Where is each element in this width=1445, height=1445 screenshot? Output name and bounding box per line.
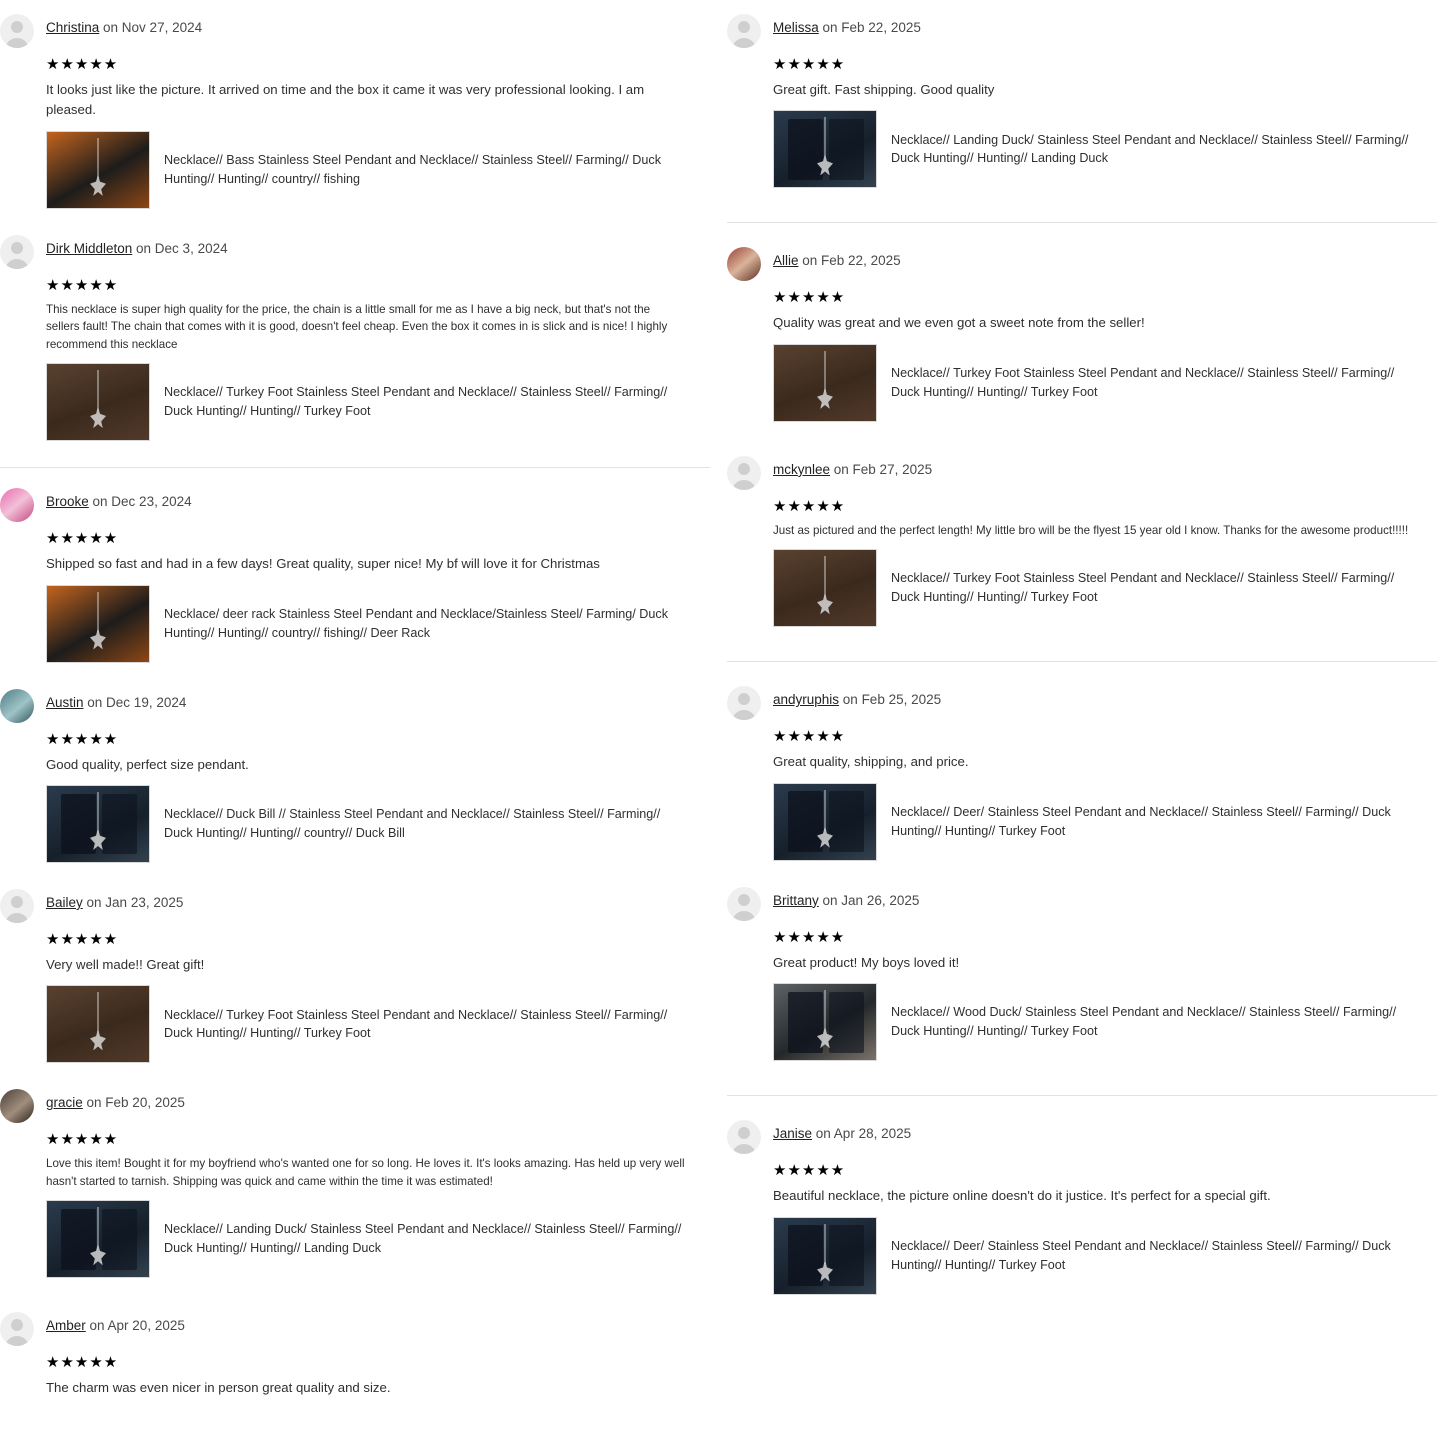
review-body xyxy=(46,732,710,863)
necklace-chain xyxy=(98,1207,99,1247)
review-meta xyxy=(773,887,919,909)
necklace-pendant xyxy=(817,592,833,614)
product-title-link[interactable]: Necklace// Turkey Foot Stainless Steel Pendant and Necklace// Stainless Steel// Farming// Duck Hunting// Hunting// Turkey Foot xyxy=(164,385,668,419)
review-meta xyxy=(46,1312,185,1334)
review-text: Very well made!! Great gift! xyxy=(46,956,205,972)
reviewer-name-link[interactable]: Dirk Middleton xyxy=(46,240,133,256)
user-avatar-icon xyxy=(738,463,750,475)
review-text: Good quality, perfect size pendant. xyxy=(46,756,249,772)
review-meta xyxy=(46,235,228,257)
necklace-pendant xyxy=(90,406,106,428)
avatar xyxy=(727,887,761,921)
review-photo[interactable] xyxy=(46,131,150,209)
review-date: on Feb 20, 2025 xyxy=(82,1095,185,1111)
product-title-link[interactable]: Necklace// Wood Duck/ Stainless Steel Pendant and Necklace// Stainless Steel// Farming// Duck Hunting// Hunting// Turkey Foot xyxy=(891,1005,1397,1039)
photo-card-right xyxy=(102,1209,137,1270)
review-photo[interactable] xyxy=(46,585,150,663)
necklace-chain xyxy=(98,138,99,178)
review-date: on Jan 23, 2025 xyxy=(82,894,184,910)
rating-stars: ★★★★★ xyxy=(46,1131,119,1149)
review-text: Just as pictured and the perfect length! My little bro will be the flyest 15 year old I know. Thanks for the awesome product!!!!! xyxy=(773,523,1409,537)
reviewed-product[interactable] xyxy=(773,549,1437,627)
rating-stars: ★★★★★ xyxy=(46,530,119,548)
user-avatar-icon xyxy=(738,693,750,705)
review-photo[interactable] xyxy=(46,785,150,863)
review-meta xyxy=(46,689,186,711)
product-title-link[interactable]: Necklace// Deer/ Stainless Steel Pendant and Necklace// Stainless Steel// Farming// Duck Hunting// Hunting// Turkey Foot xyxy=(891,804,1391,838)
product-title-link[interactable]: Necklace// Landing Duck/ Stainless Steel Pendant and Necklace// Stainless Steel// Farming// Duck Hunting// Hunting// Landing Duck xyxy=(164,1222,682,1256)
review-item xyxy=(0,235,710,441)
rating-stars: ★★★★★ xyxy=(46,930,119,948)
photo-card-left xyxy=(788,1225,823,1286)
product-title-link[interactable]: Necklace// Turkey Foot Stainless Steel Pendant and Necklace// Stainless Steel// Farming// Duck Hunting// Hunting// Turkey Foot xyxy=(164,1007,668,1041)
rating-stars: ★★★★★ xyxy=(46,1354,119,1372)
avatar xyxy=(727,1120,761,1154)
user-avatar-icon-body xyxy=(732,480,756,490)
review-date: on Apr 28, 2025 xyxy=(812,1126,912,1142)
review-photo[interactable] xyxy=(46,1200,150,1278)
review-body xyxy=(46,1355,710,1398)
review-text: The charm was even nicer in person great quality and size. xyxy=(46,1380,391,1396)
reviewer-name-link[interactable]: mckynlee xyxy=(773,461,831,477)
review-body xyxy=(46,531,710,662)
reviewer-name-link[interactable]: Brooke xyxy=(46,494,89,510)
review-date: on Dec 23, 2024 xyxy=(88,494,192,510)
review-photo[interactable] xyxy=(46,363,150,441)
review-item xyxy=(0,1089,710,1278)
review-item xyxy=(727,14,1437,188)
reviewer-name-link[interactable]: Allie xyxy=(773,253,799,269)
reviewer-name-link[interactable]: Bailey xyxy=(46,894,83,910)
review-header xyxy=(727,1120,1437,1154)
reviewer-name-link[interactable]: Amber xyxy=(46,1318,86,1334)
avatar xyxy=(0,889,34,923)
review-text: Great product! My boys loved it! xyxy=(773,954,960,970)
reviewed-product[interactable] xyxy=(773,1217,1437,1295)
photo-card-left xyxy=(61,1209,96,1270)
necklace-chain xyxy=(98,370,99,410)
rating-stars: ★★★★★ xyxy=(773,928,846,946)
avatar xyxy=(727,14,761,48)
product-title-link[interactable]: Necklace// Deer/ Stainless Steel Pendant and Necklace// Stainless Steel// Farming// Duck Hunting// Hunting// Turkey Foot xyxy=(891,1238,1391,1272)
user-avatar-icon-body xyxy=(732,38,756,48)
review-body xyxy=(46,57,710,209)
photo-card-left xyxy=(61,794,96,855)
user-avatar-icon-body xyxy=(5,259,29,269)
review-photo[interactable] xyxy=(773,983,877,1061)
necklace-pendant xyxy=(90,628,106,650)
review-body xyxy=(773,1163,1437,1294)
user-avatar-icon xyxy=(11,1319,23,1331)
review-date: on Feb 27, 2025 xyxy=(830,461,933,477)
avatar xyxy=(727,247,761,281)
review-header xyxy=(727,14,1437,48)
rating-stars: ★★★★★ xyxy=(773,56,846,73)
reviews-column-left xyxy=(0,0,710,1423)
photo-card-right xyxy=(829,791,864,852)
user-avatar-icon xyxy=(738,894,750,906)
review-header xyxy=(727,686,1437,720)
review-meta xyxy=(46,889,183,911)
reviewed-product[interactable] xyxy=(773,344,1437,422)
review-meta xyxy=(773,247,901,269)
review-meta xyxy=(773,686,941,708)
review-header xyxy=(727,456,1437,490)
avatar xyxy=(0,689,34,723)
review-date: on Feb 22, 2025 xyxy=(818,20,921,35)
reviewer-name-link[interactable]: andyruphis xyxy=(773,692,840,708)
review-meta xyxy=(773,1120,911,1142)
review-date: on Dec 19, 2024 xyxy=(83,694,187,710)
necklace-pendant xyxy=(90,174,106,196)
review-body xyxy=(46,932,710,1063)
rating-stars: ★★★★★ xyxy=(46,730,119,748)
user-avatar-icon-body xyxy=(732,710,756,720)
review-body xyxy=(46,278,710,441)
necklace-chain xyxy=(825,790,826,830)
review-text: Great gift. Fast shipping. Good quality xyxy=(773,82,995,97)
review-item xyxy=(0,14,710,209)
review-header xyxy=(0,1089,710,1123)
photo-card-right xyxy=(102,794,137,855)
review-item xyxy=(727,222,1437,421)
reviewed-product[interactable] xyxy=(46,585,710,663)
review-date: on Feb 25, 2025 xyxy=(839,692,942,708)
review-date: on Nov 27, 2024 xyxy=(99,20,203,35)
product-title-link[interactable]: Necklace// Duck Bill // Stainless Steel Pendant and Necklace// Stainless Steel// Farming// Duck Hunting// Hunting// country// Duck Bill xyxy=(164,807,661,840)
user-avatar-icon xyxy=(11,21,23,33)
product-title-link[interactable]: Necklace/ deer rack Stainless Steel Pendant and Necklace/Stainless Steel/ Farming/ Duck Hunting// Hunting// country// fishing// Deer Rack xyxy=(164,606,668,640)
reviewer-name-link[interactable]: Christina xyxy=(46,20,100,35)
review-header xyxy=(0,889,710,923)
product-title-link[interactable]: Necklace// Turkey Foot Stainless Steel Pendant and Necklace// Stainless Steel// Farming// Duck Hunting// Hunting// Turkey Foot xyxy=(891,366,1395,399)
rating-stars: ★★★★★ xyxy=(773,497,846,515)
photo-card-left xyxy=(788,119,823,180)
photo-card-left xyxy=(788,992,823,1053)
review-date: on Dec 3, 2024 xyxy=(132,240,228,256)
review-text: It looks just like the picture. It arrived on time and the box it came it was very professional looking. I am pleased. xyxy=(46,82,645,118)
necklace-pendant xyxy=(90,1028,106,1050)
avatar xyxy=(727,456,761,490)
review-item xyxy=(727,1095,1437,1294)
review-meta xyxy=(46,14,202,36)
review-date: on Jan 26, 2025 xyxy=(818,892,920,908)
review-photo[interactable] xyxy=(46,985,150,1063)
review-text: Love this item! Bought it for my boyfriend who's wanted one for so long. He loves it. It's looks amazing. Has held up very well hasn't started to tarnish. Shipping was quick and came within the time it was estimated! xyxy=(46,1157,685,1188)
necklace-chain xyxy=(825,117,826,157)
review-header xyxy=(727,887,1437,921)
review-body xyxy=(46,1132,710,1278)
product-title-link[interactable]: Necklace// Landing Duck/ Stainless Steel Pendant and Necklace// Stainless Steel// Farming// Duck Hunting// Hunting// Landing Duck xyxy=(891,132,1409,166)
user-avatar-icon xyxy=(11,896,23,908)
photo-card-right xyxy=(829,1225,864,1286)
necklace-pendant xyxy=(817,387,833,409)
review-item xyxy=(727,456,1437,627)
user-avatar-icon-body xyxy=(732,911,756,921)
avatar xyxy=(727,686,761,720)
necklace-chain xyxy=(98,992,99,1032)
reviewed-product[interactable] xyxy=(46,985,710,1063)
rating-stars: ★★★★★ xyxy=(46,276,119,294)
necklace-chain xyxy=(825,990,826,1030)
review-header xyxy=(0,235,710,269)
reviewed-product[interactable] xyxy=(46,785,710,863)
review-body xyxy=(773,729,1437,860)
photo-card-right xyxy=(829,119,864,180)
photo-card-right xyxy=(829,992,864,1053)
review-text: Quality was great and we even got a sweet note from the seller! xyxy=(773,315,1145,331)
review-item xyxy=(0,1312,710,1398)
user-avatar-icon-body xyxy=(5,1336,29,1346)
review-photo[interactable] xyxy=(773,783,877,861)
review-photo[interactable] xyxy=(773,549,877,627)
avatar xyxy=(0,1312,34,1346)
review-item xyxy=(727,887,1437,1061)
reviewed-product[interactable] xyxy=(773,110,1437,188)
review-body xyxy=(773,499,1437,627)
reviewer-name-link[interactable]: Janise xyxy=(773,1126,813,1142)
reviewed-product[interactable] xyxy=(773,983,1437,1061)
user-avatar-icon-body xyxy=(5,38,29,48)
reviews-column-right xyxy=(727,0,1437,1319)
rating-stars: ★★★★★ xyxy=(773,728,846,746)
review-item xyxy=(0,467,710,662)
review-text: Shipped so fast and had in a few days! Great quality, super nice! My bf will love it for Christmas xyxy=(46,556,600,572)
review-photo[interactable] xyxy=(773,344,877,422)
review-item xyxy=(727,661,1437,860)
necklace-chain xyxy=(825,351,826,391)
review-header xyxy=(0,1312,710,1346)
review-body xyxy=(773,930,1437,1061)
reviewed-product[interactable] xyxy=(46,1200,710,1278)
review-item xyxy=(0,689,710,863)
necklace-chain xyxy=(825,556,826,596)
avatar xyxy=(0,1089,34,1123)
rating-stars: ★★★★★ xyxy=(46,56,119,73)
user-avatar-icon xyxy=(738,1127,750,1139)
review-text: Great quality, shipping, and price. xyxy=(773,754,969,770)
user-avatar-icon-body xyxy=(732,1144,756,1154)
review-header xyxy=(0,689,710,723)
reviewer-name-link[interactable]: Melissa xyxy=(773,20,819,35)
necklace-chain xyxy=(825,1224,826,1264)
reviewer-name-link[interactable]: gracie xyxy=(46,1095,83,1111)
review-meta xyxy=(46,488,192,510)
user-avatar-icon-body xyxy=(5,913,29,923)
rating-stars: ★★★★★ xyxy=(773,1162,846,1180)
photo-card-left xyxy=(788,791,823,852)
avatar xyxy=(0,488,34,522)
review-text: Beautiful necklace, the picture online doesn't do it justice. It's perfect for a special gift. xyxy=(773,1188,1271,1204)
avatar xyxy=(0,14,34,48)
review-meta xyxy=(773,14,921,36)
review-header xyxy=(0,488,710,522)
avatar xyxy=(0,235,34,269)
review-body xyxy=(773,290,1437,421)
review-header xyxy=(727,247,1437,281)
reviewed-product[interactable] xyxy=(773,783,1437,861)
review-meta xyxy=(773,456,932,478)
review-header xyxy=(0,14,710,48)
review-photo[interactable] xyxy=(773,1217,877,1295)
review-date: on Apr 20, 2025 xyxy=(85,1318,185,1334)
review-text: This necklace is super high quality for the price, the chain is a little small for me as I have a big neck, but that's not the sellers fault! The chain that comes with it is good, doesn't feel cheap. Even the box it comes in is slick and is nice! I highly recommend this necklace xyxy=(46,302,668,351)
rating-stars: ★★★★★ xyxy=(773,289,846,307)
reviewed-product[interactable] xyxy=(46,363,710,441)
user-avatar-icon xyxy=(738,21,750,33)
reviewer-name-link[interactable]: Austin xyxy=(46,694,84,710)
review-item xyxy=(0,889,710,1063)
product-title-link[interactable]: Necklace// Bass Stainless Steel Pendant and Necklace// Stainless Steel// Farming// Duck Hunting// Hunting// country// fishing xyxy=(164,153,661,186)
product-title-link[interactable]: Necklace// Turkey Foot Stainless Steel Pendant and Necklace// Stainless Steel// Farming// Duck Hunting// Hunting// Turkey Foot xyxy=(891,571,1395,605)
review-body xyxy=(773,57,1437,188)
reviewed-product[interactable] xyxy=(46,131,710,209)
user-avatar-icon xyxy=(11,242,23,254)
review-meta xyxy=(46,1089,185,1111)
necklace-chain xyxy=(98,792,99,832)
reviewer-name-link[interactable]: Brittany xyxy=(773,892,819,908)
review-date: on Feb 22, 2025 xyxy=(798,253,901,269)
review-photo[interactable] xyxy=(773,110,877,188)
necklace-chain xyxy=(98,592,99,632)
